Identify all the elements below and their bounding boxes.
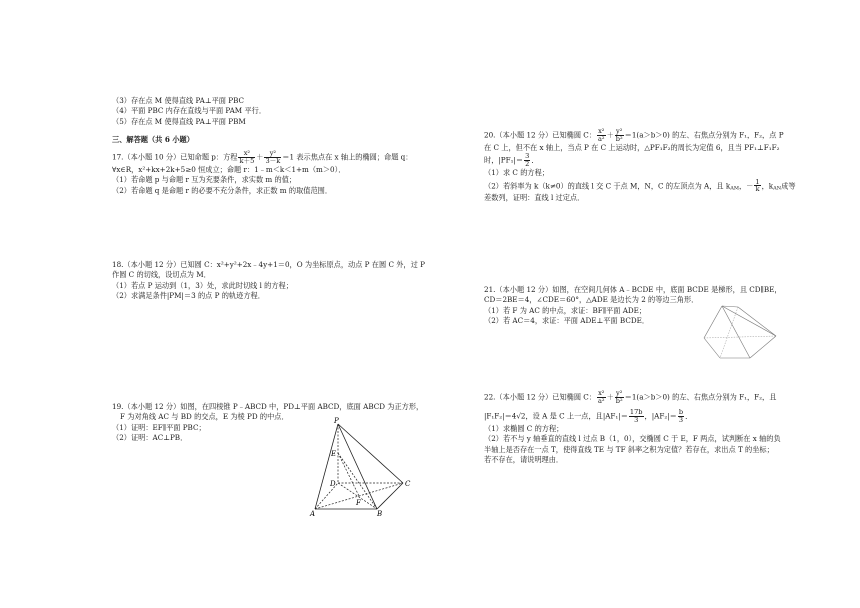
statement-4: （4）平面 PBC 内存在直线与平面 PAM 平行． <box>112 106 267 116</box>
label-b: B <box>377 510 383 517</box>
q22-line3: （1）求椭圆 C 的方程； <box>484 423 564 433</box>
label-f: F <box>356 499 361 507</box>
q19-line4: （2）证明：AC⊥PB． <box>112 433 188 443</box>
section-title: 三、解答题（共 6 小题） <box>112 135 194 145</box>
question-17 <box>112 150 412 196</box>
q22-line1: 22.（本小题 12 分）已知椭圆 C： $\frac{\text{x²}}{\text{a²}}$ ＋ $\frac{\text{y²}}{\text{b²}}$ ＝1(a＞b＞0) 的左、右焦点分别为 F₁，F₂，且 <box>484 389 777 405</box>
q22-line2: |F₁F₂|＝4√2，设 A 是 C 上一点，且|AF₁|＝ $\frac{17b}{3}$ ，|AF₂|＝ $\frac{b}{3}$ ． <box>484 407 693 424</box>
q20-line1: 20.（本小题 12 分）已知椭圆 C： $\frac{\text{x²}}{\text{a²}}$ ＋ $\frac{\text{y²}}{\text{b²}}$ ＝1(a＞b＞0) 的左、右焦点分别为 F₁，F₂，点 P <box>484 127 784 143</box>
statement-3: （3）存在点 M 使得直线 PA⊥平面 PBC <box>112 96 245 105</box>
q20-line5: （2）若斜率为 k（k≠0）的直线 l 交 C 于点 M，N，C 的左顶点为 A，且 $k_{AM}$，－ $\frac{1}{k}$ ，$k_{AN}$成等 <box>484 177 796 194</box>
label-d: D <box>330 480 336 488</box>
q19-line1: 19.（本小题 12 分）如图，在四棱锥 P﹣ABCD 中，PD⊥平面 ABCD，底面 ABCD 为正方形， <box>112 402 424 411</box>
label-p: P <box>334 417 339 425</box>
q18-line3: （1）若点 P 运动到（1，3）处，求此时切线 l 的方程； <box>112 280 293 290</box>
label-e: E <box>331 450 337 458</box>
q17-line3: （1）若命题 p 与命题 r 互为充要条件，求实数 m 的值； <box>112 175 297 185</box>
question-18 <box>112 260 425 302</box>
statement-5: （5）存在点 M 使得直线 PA⊥平面 PBM <box>112 116 246 126</box>
q22-line6: 若不存在，请说明理由． <box>484 455 564 464</box>
q22-line4: （2）若不与 y 轴垂直的直线 l 过点 B（1，0），交椭圆 C 于 E，F 两点，试判断在 x 轴的负 <box>484 434 781 444</box>
q21-line3: （1）若 F 为 AC 的中点，求证：BF∥平面 ADE； <box>484 305 647 315</box>
question-20 <box>484 128 794 204</box>
pyramid-figure <box>305 415 417 517</box>
q20-line6: 差数列，证明：直线 l 过定点． <box>484 193 585 203</box>
q18-line4: （2）求满足条件|PM|＝3 的点 P 的轨迹方程． <box>112 291 265 301</box>
q18-line1: 18.（本小题 12 分）已知圆 C：x²+y²+2x﹣4y+1＝0，O 为坐标原点，动点 P 在圆 C 外，过 P <box>112 260 425 269</box>
q21-line1: 21.（本小题 12 分）如图，在空间几何体 A﹣BCDE 中，底面 BCDE 是梯形，且 CD∥BE， <box>484 285 782 294</box>
q21-line2: CD＝2BE＝4，∠CDE＝60°，△ADE 是边长为 2 的等边三角形． <box>484 295 699 305</box>
q20-line4: （1）求 C 的方程； <box>484 168 549 178</box>
q22-line5: 半轴上是否存在一点 T，使得直线 TE 与 TF 斜率之积为定值？若存在，求出点 T 的坐标； <box>484 444 774 454</box>
q17-line4: （2）若命题 q 是命题 r 的必要不充分条件，求正数 m 的取值范围． <box>112 185 333 195</box>
left-column <box>112 96 412 146</box>
q21-line4: （2）若 AC＝4，求证：平面 ADE⊥平面 BCDE． <box>484 316 650 326</box>
label-c: C <box>405 480 411 488</box>
q17-line2: ∀x∈R，x²+kx+2k+5≥0 恒成立；命题 r：1﹣m＜k＜1+m（m＞0）． <box>112 164 346 174</box>
question-22 <box>484 390 794 465</box>
q20-line3: 时，|PF₁|＝ $\frac{3}{2}$ ． <box>484 152 539 169</box>
q17-line1: 17.（本小题 10 分）已知命题 p：方程 $\frac{\text{x²}}{k+5}$ ＋ $\frac{\text{y²}}{3-k}$ ＝1 表示焦点在 x 轴上的椭圆；命题 q： <box>112 149 413 165</box>
label-a: A <box>310 510 316 517</box>
q19-line3: （1）证明：EF∥平面 PBC； <box>112 422 206 432</box>
q20-line2: 在 C 上，但不在 x 轴上，当点 P 在 C 上运动时，△PF₁F₂的周长为定值 6，且当 PF₁⊥F₁F₂ <box>484 142 780 152</box>
q19-line2: F 为对角线 AC 与 BD 的交点，E 为棱 PD 的中点． <box>120 412 289 422</box>
geometry-figure <box>700 302 780 364</box>
q18-line2: 作圆 C 的切线，设切点为 M． <box>112 270 211 280</box>
